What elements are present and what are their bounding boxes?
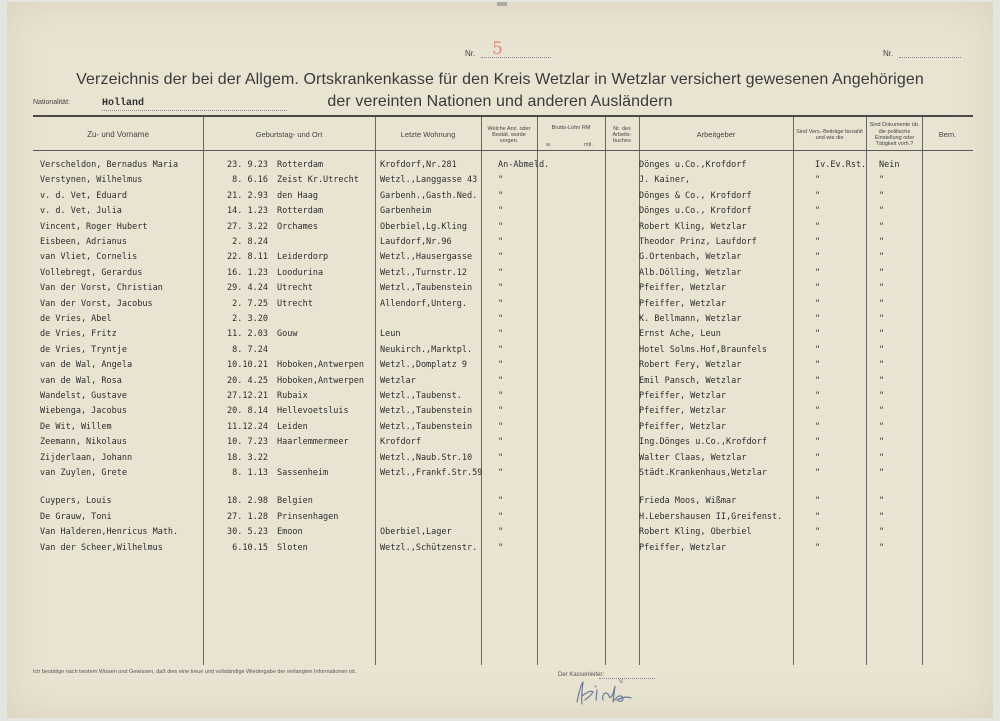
cell-birth-date: 2. 7.25 xyxy=(232,298,268,309)
cell-birth-place: Belgien xyxy=(277,496,313,507)
cell-name: Van der Vorst, Jacobus xyxy=(40,298,153,309)
cell-birth-date: 18. 2.98 xyxy=(227,496,268,507)
cell-employer: Frieda Moos, Wißmar xyxy=(639,496,737,507)
cell-employer: Dönges u.Co.,Krofdorf xyxy=(639,160,747,170)
cell-contribution-status: " xyxy=(815,452,821,463)
cell-birth-date: 27. 1.28 xyxy=(227,511,268,522)
cell-birth-place: den Haag xyxy=(277,190,318,201)
cell-documents-status: " xyxy=(879,314,885,324)
cell-birth-date: 10.10.21 xyxy=(227,360,268,371)
cell-contribution-status: " xyxy=(815,344,821,355)
cell-birth-place: Zeist Kr.Utrecht xyxy=(277,175,359,186)
cell-notice-flag: An-Abmeld. xyxy=(498,160,550,170)
cell-last-address: Garbenheim xyxy=(380,206,432,217)
cell-notice-flag: " xyxy=(498,406,504,417)
cell-last-address: Wetzl.,Taubenstein xyxy=(380,421,473,432)
cell-documents-status: " xyxy=(879,221,885,232)
cell-employer: Pfeiffer, Wetzlar xyxy=(639,391,726,401)
column-divider xyxy=(605,117,606,665)
cell-contribution-status: " xyxy=(815,175,821,186)
cell-documents-status: " xyxy=(879,175,885,186)
cell-notice-flag: " xyxy=(498,267,504,278)
cell-notice-flag: " xyxy=(498,496,504,507)
cell-contribution-status: Iv.Ev.Rst. xyxy=(815,160,867,170)
header-address: Letzte Wohnung xyxy=(400,129,456,139)
cell-notice-flag: " xyxy=(498,391,504,401)
cell-name: Van Halderen,Henricus Math. xyxy=(40,527,179,538)
nr-right-label: Nr. xyxy=(883,49,894,58)
cell-notice-flag: " xyxy=(498,375,504,386)
cell-documents-status: " xyxy=(879,542,885,553)
form-title-line2: der vereinten Nationen und anderen Ausländern xyxy=(327,93,673,110)
cell-employer: Pfeiffer, Wetzlar xyxy=(639,421,726,432)
cell-documents-status: " xyxy=(879,527,885,538)
cell-contribution-status: " xyxy=(815,406,821,417)
cell-last-address: Oberbiel,Lg.Kling xyxy=(380,221,467,232)
cell-notice-flag: " xyxy=(498,329,504,340)
cell-employer: Pfeiffer, Wetzlar xyxy=(639,542,726,553)
cell-birth-place: Utrecht xyxy=(277,283,313,294)
cell-contribution-status: " xyxy=(815,511,821,522)
cell-contribution-status: " xyxy=(815,252,821,263)
cell-last-address: Wetzl.,Frankf.Str.59 xyxy=(380,468,483,478)
cell-notice-flag: " xyxy=(498,252,504,263)
cell-documents-status: " xyxy=(879,511,885,522)
cell-birth-date: 10. 7.23 xyxy=(227,437,268,448)
cell-name: Vincent, Roger Hubert xyxy=(40,221,148,232)
cell-birth-date: 2. 3.20 xyxy=(232,314,268,324)
cashier-label: Der Kassenleiter: xyxy=(558,672,605,678)
cell-name: Wiebenga, Jacobus xyxy=(40,406,127,417)
cell-employer: Ing.Dönges u.Co.,Krofdorf xyxy=(639,437,767,448)
cell-last-address: Oberbiel,Lager xyxy=(380,527,452,538)
cell-notice-flag: " xyxy=(498,314,504,324)
cell-contribution-status: " xyxy=(815,221,821,232)
cell-name: Wandelst, Gustave xyxy=(40,391,127,401)
cell-notice-flag: " xyxy=(498,298,504,309)
nr-label: Nr. xyxy=(465,49,476,58)
cell-birth-date: 6.10.15 xyxy=(232,542,268,553)
cell-birth-date: 30. 5.23 xyxy=(227,527,268,538)
cell-contribution-status: " xyxy=(815,283,821,294)
signature xyxy=(573,678,633,708)
cell-employer: Ernst Ache, Leun xyxy=(639,329,721,340)
cell-birth-place: Rotterdam xyxy=(277,160,324,170)
form-title-line1: Verzeichnis der bei der Allgem. Ortskrankenkasse für den Kreis Wetzlar in Wetzlar versichert gewesenen Angehörigen xyxy=(76,71,924,88)
column-divider xyxy=(375,117,376,665)
cell-documents-status: " xyxy=(879,329,885,340)
cell-name: Van der Vorst, Christian xyxy=(40,283,163,294)
cell-notice-flag: " xyxy=(498,237,504,247)
cell-employer: Dönges u.Co., Krofdorf xyxy=(639,206,752,217)
cell-employer: Emil Pansch, Wetzlar xyxy=(639,375,742,386)
cell-birth-place: Sassenheim xyxy=(277,468,329,478)
cell-birth-date: 2. 8.24 xyxy=(232,237,268,247)
cell-notice-flag: " xyxy=(498,221,504,232)
cell-notice-flag: " xyxy=(498,468,504,478)
header-wage: Brutto-Lohn RM xyxy=(551,124,591,131)
cell-documents-status: " xyxy=(879,267,885,278)
cell-birth-place: Rubaix xyxy=(277,391,308,401)
cell-name: de Vries, Abel xyxy=(40,314,112,324)
cell-notice-flag: " xyxy=(498,360,504,371)
cell-contribution-status: " xyxy=(815,329,821,340)
cell-last-address: Wetzlar xyxy=(380,375,416,386)
table-header-rule xyxy=(33,150,973,151)
cell-notice-flag: " xyxy=(498,190,504,201)
cell-name: de Vries, Fritz xyxy=(40,329,117,340)
cell-name: De Wit, Willem xyxy=(40,421,112,432)
cell-contribution-status: " xyxy=(815,496,821,507)
cell-documents-status: " xyxy=(879,375,885,386)
cell-documents-status: " xyxy=(879,283,885,294)
cell-birth-place: Hoboken,Antwerpen xyxy=(277,375,364,386)
cell-employer: K. Bellmann, Wetzlar xyxy=(639,314,742,324)
header-documents: Sind Dokumente üb. die politische Einstellung oder Tätigkeit vorh.? xyxy=(869,122,920,148)
header-wage-weekly: w. xyxy=(546,142,552,148)
cell-notice-flag: " xyxy=(498,542,504,553)
cell-birth-date: 27.12.21 xyxy=(227,391,268,401)
cell-name: Verstynen, Wilhelmus xyxy=(40,175,143,186)
cell-birth-date: 8. 1.13 xyxy=(232,468,268,478)
cell-birth-date: 14. 1.23 xyxy=(227,206,268,217)
form-sheet xyxy=(7,2,993,718)
cell-name: v. d. Vet, Julia xyxy=(40,206,122,217)
cell-employer: Theodor Prinz, Laufdorf xyxy=(639,237,757,247)
cell-contribution-status: " xyxy=(815,360,821,371)
cell-birth-date: 16. 1.23 xyxy=(227,267,268,278)
cell-birth-date: 29. 4.24 xyxy=(227,283,268,294)
cell-documents-status: " xyxy=(879,206,885,217)
cell-birth-date: 11.12.24 xyxy=(227,421,268,432)
cell-contribution-status: " xyxy=(815,391,821,401)
cell-last-address: Allendorf,Unterg. xyxy=(380,298,467,309)
cell-employer: Robert Kling, Oberbiel xyxy=(639,527,752,538)
cell-last-address: Wetzl.,Hausergasse xyxy=(380,252,473,263)
cell-documents-status: " xyxy=(879,344,885,355)
cell-documents-status: " xyxy=(879,190,885,201)
nr-right-line xyxy=(899,57,961,58)
cell-employer: H.Lebershausen II,Greifenst. xyxy=(639,511,783,522)
cell-birth-place: Hoboken,Antwerpen xyxy=(277,360,364,371)
cell-last-address: Laufdorf,Nr.96 xyxy=(380,237,452,247)
cell-birth-place: Utrecht xyxy=(277,298,313,309)
cell-employer: Dönges & Co., Krofdorf xyxy=(639,190,752,201)
cell-birth-place: Haarlemmermeer xyxy=(277,437,349,448)
cell-contribution-status: " xyxy=(815,375,821,386)
cell-name: Cuypers, Louis xyxy=(40,496,112,507)
column-divider xyxy=(203,117,204,665)
cell-birth-place: Gouw xyxy=(277,329,298,340)
nr-line xyxy=(481,57,551,58)
cell-notice-flag: " xyxy=(498,206,504,217)
cell-employer: Walter Claas, Wetzlar xyxy=(639,452,747,463)
cell-documents-status: " xyxy=(879,452,885,463)
cell-documents-status: " xyxy=(879,468,885,478)
nationality-label: Nationalität: xyxy=(33,99,70,106)
cell-contribution-status: " xyxy=(815,190,821,201)
header-booklet: Nr. des Arbeits-buches xyxy=(612,125,632,145)
header-notices: Welche Anz. oder Bestät. wurde vorgen. xyxy=(487,125,531,145)
cell-birth-place: Sloten xyxy=(277,542,308,553)
cell-birth-date: 22. 8.11 xyxy=(227,252,268,263)
header-name: Zu- und Vorname xyxy=(87,129,149,139)
cell-last-address: Wetzl.,Taubenstein xyxy=(380,406,473,417)
nationality-value: Holland xyxy=(102,98,145,109)
cell-birth-place: Leiderdorp xyxy=(277,252,329,263)
cell-birth-date: 27. 3.22 xyxy=(227,221,268,232)
cell-employer: Städt.Krankenhaus,Wetzlar xyxy=(639,468,767,478)
cell-name: Vollebregt, Gerardus xyxy=(40,267,143,278)
cell-name: v. d. Vet, Eduard xyxy=(40,190,127,201)
cell-name: van Vliet, Cornelis xyxy=(40,252,138,263)
table-top-rule xyxy=(33,115,973,117)
cell-employer: Hotel Solms.Hof,Braunfels xyxy=(639,344,767,355)
cell-last-address: Wetzl.,Taubenst. xyxy=(380,391,462,401)
cell-contribution-status: " xyxy=(815,267,821,278)
cell-documents-status: " xyxy=(879,237,885,247)
cell-documents-status: " xyxy=(879,421,885,432)
header-wage-monthly: mtl. xyxy=(584,142,593,148)
cell-notice-flag: " xyxy=(498,452,504,463)
cell-birth-place: Prinsenhagen xyxy=(277,511,339,522)
cell-last-address: Krofdorf xyxy=(380,437,421,448)
cell-employer: Pfeiffer, Wetzlar xyxy=(639,406,726,417)
cell-birth-place: Loodurina xyxy=(277,267,324,278)
cell-name: Verscheldon, Bernadus Maria xyxy=(40,160,179,170)
cell-birth-place: Leiden xyxy=(277,421,308,432)
cell-documents-status: " xyxy=(879,406,885,417)
cell-documents-status: " xyxy=(879,496,885,507)
cell-notice-flag: " xyxy=(498,527,504,538)
cell-birth-date: 20. 8.14 xyxy=(227,406,268,417)
header-employer: Arbeitgeber xyxy=(696,129,736,139)
cell-notice-flag: " xyxy=(498,344,504,355)
cell-employer: Robert Kling, Wetzlar xyxy=(639,221,747,232)
cell-contribution-status: " xyxy=(815,542,821,553)
fold-mark xyxy=(497,2,507,6)
cell-employer: Robert Fery, Wetzlar xyxy=(639,360,742,371)
cell-last-address: Wetzl.,Turnstr.12 xyxy=(380,267,467,278)
cell-documents-status: " xyxy=(879,391,885,401)
cell-birth-date: 11. 2.03 xyxy=(227,329,268,340)
cell-birth-date: 21. 2.93 xyxy=(227,190,268,201)
footer-statement: Ich bestätige nach bestem Wissen und Gewissen, daß dies eine treue und vollständige Wiedergabe der verlangten Informationen ist. xyxy=(33,669,357,675)
cell-contribution-status: " xyxy=(815,314,821,324)
cell-last-address: Wetzl.,Taubenstein xyxy=(380,283,473,294)
column-divider xyxy=(866,117,867,665)
cell-documents-status: Nein xyxy=(879,160,900,170)
cell-contribution-status: " xyxy=(815,237,821,247)
header-remarks: Bem. xyxy=(938,129,957,139)
cell-birth-place: Rotterdam xyxy=(277,206,324,217)
cell-name: Zijderlaan, Johann xyxy=(40,452,133,463)
cell-last-address: Krofdorf,Nr.281 xyxy=(380,160,457,170)
cell-contribution-status: " xyxy=(815,298,821,309)
cell-last-address: Garbenh.,Gasth.Ned. xyxy=(380,190,478,201)
cell-last-address: Neukirch.,Marktpl. xyxy=(380,344,473,355)
cell-contribution-status: " xyxy=(815,421,821,432)
nr-value: 5 xyxy=(492,39,503,59)
cell-name: Van der Scheer,Wilhelmus xyxy=(40,542,163,553)
cell-birth-place: Emoon xyxy=(277,527,303,538)
column-divider xyxy=(537,117,538,665)
cell-employer: Alb.Dölling, Wetzlar xyxy=(639,267,742,278)
cell-notice-flag: " xyxy=(498,421,504,432)
cell-birth-date: 18. 3.22 xyxy=(227,452,268,463)
nationality-line xyxy=(102,110,287,111)
column-divider xyxy=(793,117,794,665)
cell-name: Zeemann, Nikolaus xyxy=(40,437,127,448)
cell-last-address: Leun xyxy=(380,329,401,340)
cell-name: De Grauw, Toni xyxy=(40,511,112,522)
cell-notice-flag: " xyxy=(498,283,504,294)
cell-name: van de Wal, Rosa xyxy=(40,375,122,386)
cell-notice-flag: " xyxy=(498,511,504,522)
cell-name: de Vries, Tryntje xyxy=(40,344,127,355)
cell-birth-place: Hellevoetsluis xyxy=(277,406,349,417)
cell-birth-date: 20. 4.25 xyxy=(227,375,268,386)
cell-notice-flag: " xyxy=(498,175,504,186)
header-contributions: Sind Vers.-Beiträge bezahlt und wie die xyxy=(796,128,863,141)
cell-birth-date: 23. 9.23 xyxy=(227,160,268,170)
cell-birth-date: 8. 7.24 xyxy=(232,344,268,355)
cell-documents-status: " xyxy=(879,252,885,263)
cell-employer: Pfeiffer, Wetzlar xyxy=(639,298,726,309)
cell-documents-status: " xyxy=(879,298,885,309)
cell-notice-flag: " xyxy=(498,437,504,448)
cell-contribution-status: " xyxy=(815,468,821,478)
cell-last-address: Wetzl.,Langgasse 43 xyxy=(380,175,478,186)
cell-employer: Pfeiffer, Wetzlar xyxy=(639,283,726,294)
column-divider xyxy=(481,117,482,665)
cell-birth-date: 8. 6.16 xyxy=(232,175,268,186)
cell-contribution-status: " xyxy=(815,206,821,217)
cell-name: Eisbeen, Adrianus xyxy=(40,237,127,247)
cell-name: van de Wal, Angela xyxy=(40,360,133,371)
cell-employer: G.Ortenbach, Wetzlar xyxy=(639,252,742,263)
cell-documents-status: " xyxy=(879,360,885,371)
cell-contribution-status: " xyxy=(815,437,821,448)
cell-documents-status: " xyxy=(879,437,885,448)
header-birth: Geburtstag- und Ort xyxy=(255,129,323,139)
cell-employer: J. Kainer, xyxy=(639,175,691,186)
cell-last-address: Wetzl.,Schützenstr. xyxy=(380,542,478,553)
column-divider xyxy=(922,117,923,665)
cell-name: van Zuylen, Grete xyxy=(40,468,127,478)
cell-birth-place: Orchames xyxy=(277,221,318,232)
cashier-v: V. xyxy=(619,679,624,685)
cell-last-address: Wetzl.,Domplatz 9 xyxy=(380,360,467,371)
cell-contribution-status: " xyxy=(815,527,821,538)
cell-last-address: Wetzl.,Naub.Str.10 xyxy=(380,452,473,463)
